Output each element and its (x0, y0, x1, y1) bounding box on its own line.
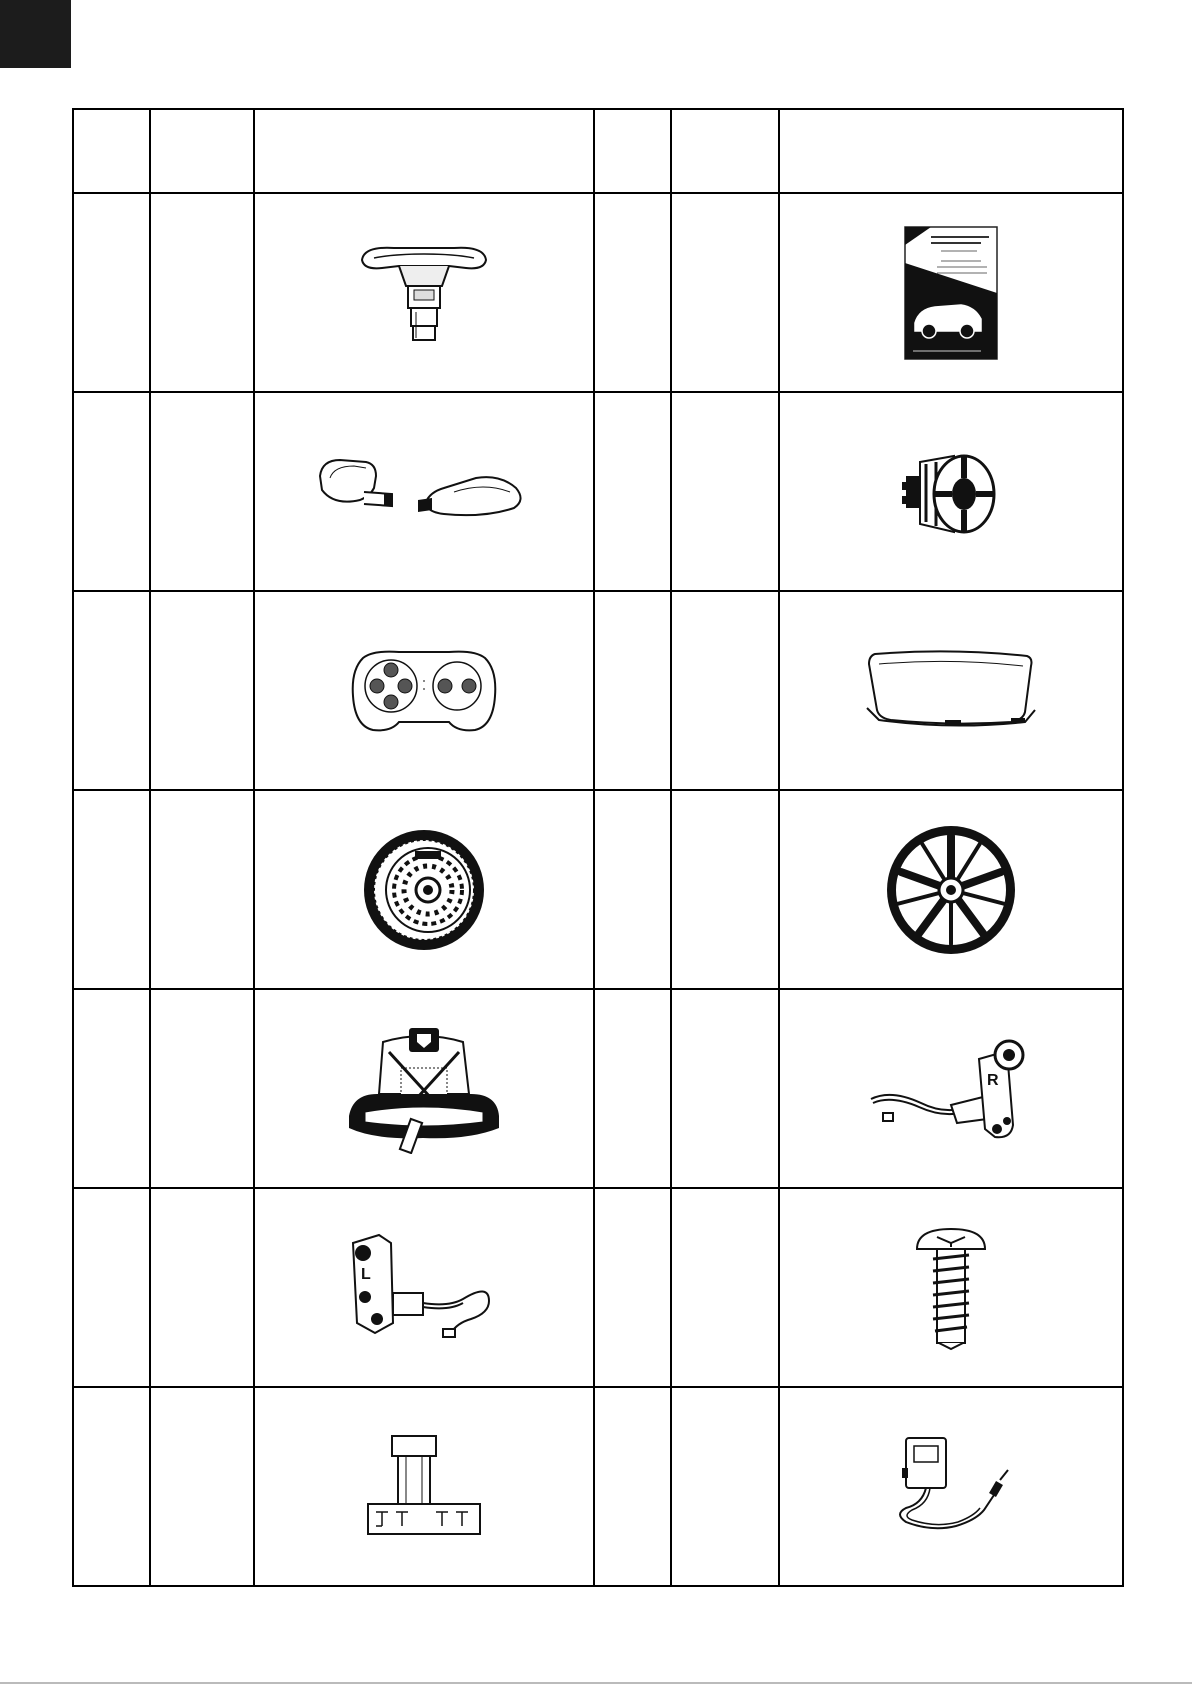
table-row (73, 1387, 1123, 1586)
part-name-cell (150, 591, 254, 790)
parts-list-table (72, 108, 1124, 1587)
part-number-cell (594, 1188, 671, 1387)
part-image-cell (254, 989, 594, 1188)
part-number-cell (594, 392, 671, 591)
part-image-cell (254, 591, 594, 790)
right-gearbox-icon (861, 1029, 1041, 1149)
table-row (73, 989, 1123, 1188)
part-image-cell (254, 790, 594, 989)
table-row (73, 790, 1123, 989)
part-image-cell (779, 392, 1123, 591)
part-name-cell (150, 1387, 254, 1586)
remote-control-icon (349, 646, 499, 736)
part-image-cell (779, 591, 1123, 790)
instruction-manual-icon (901, 223, 1001, 363)
header-cell (73, 109, 150, 193)
wheel-hub-icon (896, 442, 1006, 542)
part-name-cell (671, 989, 779, 1188)
part-name-cell (671, 1387, 779, 1586)
part-name-cell (150, 392, 254, 591)
table-row (73, 392, 1123, 591)
charger-icon (876, 1432, 1026, 1542)
part-number-cell (73, 790, 150, 989)
windshield-icon (861, 646, 1041, 736)
svg-text:L: L (361, 1265, 371, 1283)
part-name-cell (671, 1188, 779, 1387)
part-image-cell (254, 193, 594, 392)
part-name-cell (150, 790, 254, 989)
part-number-cell (73, 1188, 150, 1387)
part-number-cell (73, 1387, 150, 1586)
header-cell (150, 109, 254, 193)
svg-text:R: R (987, 1071, 999, 1089)
part-image-cell (254, 1188, 594, 1387)
part-name-cell (671, 591, 779, 790)
wheel-icon (359, 825, 489, 955)
part-name-cell (150, 1188, 254, 1387)
hubcap-icon (881, 820, 1021, 960)
part-image-cell (779, 1387, 1123, 1586)
part-image-cell (779, 790, 1123, 989)
part-number-cell (73, 989, 150, 1188)
page-corner-tab (0, 0, 71, 68)
table-row (73, 193, 1123, 392)
part-number-cell (594, 790, 671, 989)
part-image-cell (779, 193, 1123, 392)
part-image-cell (254, 392, 594, 591)
part-number-cell (73, 392, 150, 591)
steering-wheel-icon (354, 238, 494, 348)
header-cell (671, 109, 779, 193)
header-cell (594, 109, 671, 193)
part-number-cell (594, 989, 671, 1188)
table-header-row (73, 109, 1123, 193)
part-number-cell (594, 193, 671, 392)
part-number-cell (73, 591, 150, 790)
part-name-cell (671, 193, 779, 392)
part-image-cell (779, 1188, 1123, 1387)
part-number-cell (594, 591, 671, 790)
part-name-cell (150, 193, 254, 392)
part-number-cell (594, 1387, 671, 1586)
part-name-cell (150, 989, 254, 1188)
page-bottom-rule (0, 1682, 1192, 1684)
part-number-cell (73, 193, 150, 392)
table-row (73, 591, 1123, 790)
seat-icon (339, 1024, 509, 1154)
part-name-cell (671, 790, 779, 989)
table-row (73, 1188, 1123, 1387)
part-image-cell (779, 989, 1123, 1188)
part-name-cell (671, 392, 779, 591)
side-mirrors-icon (314, 452, 534, 532)
left-gearbox-icon (339, 1223, 509, 1353)
header-cell (779, 109, 1123, 193)
screw-icon (911, 1223, 991, 1353)
header-cell (254, 109, 594, 193)
part-image-cell (254, 1387, 594, 1586)
foot-pedal-icon (364, 1432, 484, 1542)
